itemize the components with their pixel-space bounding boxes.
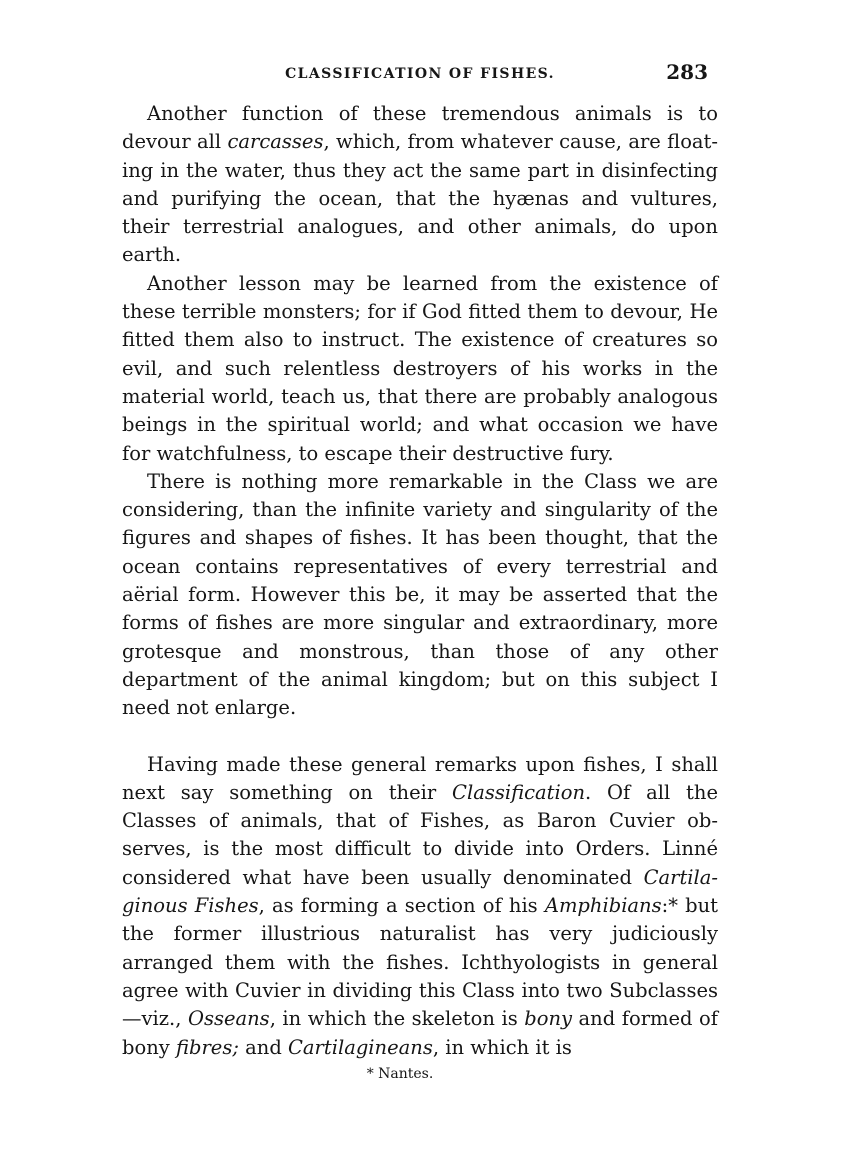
page-number: 283: [666, 60, 708, 84]
italic-osseans: Osseans: [187, 1007, 270, 1031]
italic-classification: Classification: [452, 780, 586, 804]
text-span: . Of all the Classes of animals, that of Fishes, as Baron Cuvier observes, is the most difficult to divide into Orders. Linné considered what have been usually denominated: [122, 780, 718, 889]
text-span: Having made these general remarks upon fishes, I shall next say something on their: [122, 752, 718, 804]
italic-bony: bony: [524, 1007, 573, 1031]
footnote-marker: :*: [661, 894, 678, 918]
footnote: * Nantes.: [366, 1065, 434, 1082]
paragraph-1: [122, 100, 718, 270]
paragraph-2: Another lesson may be learned from the existence of these terrible monsters; for if God fitted them to devour, He fitted them also to instruct. The existence of creatures so evil, and such relentless destroyers of his works in the material world, teach us, that there are probably analogous beings in the spiritual world; and what occasion we have for watchfulness, to escape their destructive fury.: [122, 271, 718, 465]
italic-amphibians: Amphibians: [544, 894, 662, 918]
body-text: [122, 100, 718, 1062]
text-span: and formed of bony: [122, 1007, 719, 1059]
text-span: and: [238, 1035, 289, 1059]
text-span: , in which the skeleton is: [269, 1007, 525, 1031]
paragraph-3: There is nothing more remarkable in the Class we are considering, than the infinite variety and singularity of the figures and shapes of fishes. It has been thought, that the ocean contains representatives of every terrestrial and aërial form. However this be, it may be asserted that the forms of fishes are more singular and extraordinary, more grotesque and monstrous, than those of any other department of the animal kingdom; but on this subject I need not enlarge.: [122, 469, 718, 720]
running-title: CLASSIFICATION OF FISHES.: [285, 66, 555, 82]
text-span: but the former illustrious naturalist has very judiciously arranged them with the fishes. Ichthyologists in general agree with Cuvier in dividing this Class into two Subclasses—viz.,: [122, 894, 718, 1031]
text-span: Another function of these tremendous animals is to devour all: [122, 102, 718, 154]
italic-fibres: fibres;: [176, 1035, 239, 1059]
text-span: , which, from whatever cause, are floating in the water, thus they act the same part in disinfecting and purifying the ocean, that the hyænas and vultures, their terrestrial analogues, and other animals, do upon earth.: [122, 130, 718, 267]
italic-carcasses: carcasses: [227, 130, 324, 154]
running-head: [122, 56, 718, 100]
italic-cartilaginous-fishes: Cartilaginous Fishes: [122, 865, 718, 918]
book-page: [122, 56, 718, 1082]
text-span: , as forming a section of his: [258, 894, 545, 918]
paragraph-4: [122, 751, 718, 1062]
text-span: , in which it is: [432, 1035, 572, 1059]
italic-cartilagineans: Cartilagineans: [288, 1035, 433, 1059]
